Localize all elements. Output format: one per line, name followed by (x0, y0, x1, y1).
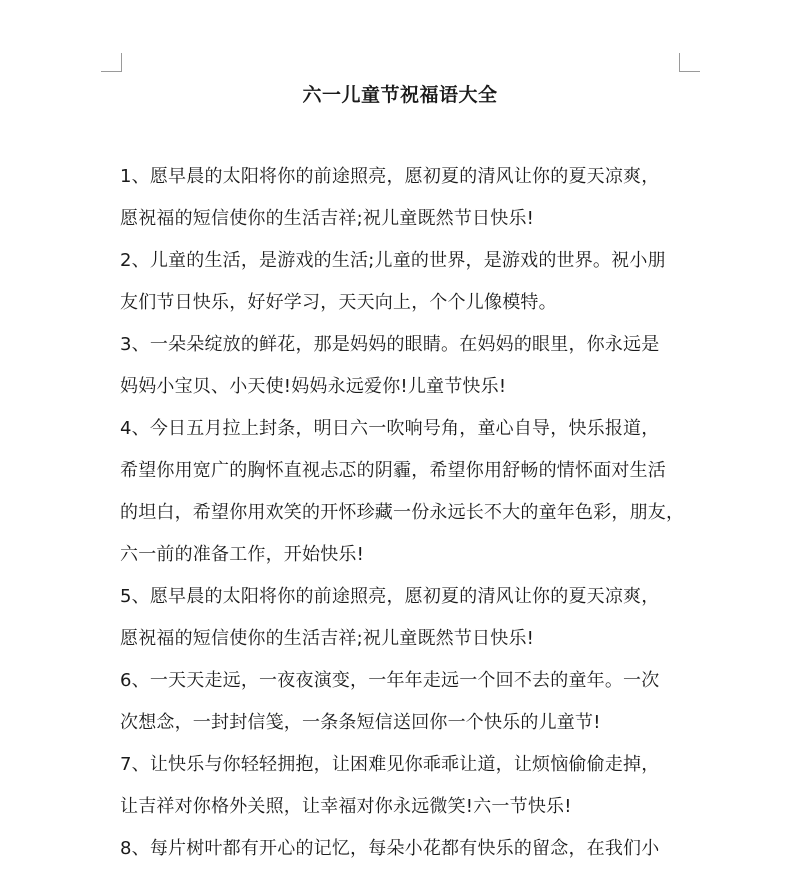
paragraph-line: 1、愿早晨的太阳将你的前途照亮，愿初夏的清风让你的夏天凉爽， (120, 166, 660, 187)
paragraph-line: 希望你用宽广的胸怀直视忐忑的阴霾，希望你用舒畅的情怀面对生活 (120, 460, 666, 481)
paragraph-line: 友们节日快乐，好好学习，天天向上，个个儿像模特。 (120, 292, 557, 313)
paragraph-line: 次想念，一封封信笺，一条条短信送回你一个快乐的儿童节! (120, 712, 601, 733)
paragraph-line: 让吉祥对你格外关照，让幸福对你永远微笑!六一节快乐! (120, 796, 572, 817)
page-corner-mark-top-left (101, 53, 122, 72)
paragraph-line: 5、愿早晨的太阳将你的前途照亮，愿初夏的清风让你的夏天凉爽， (120, 586, 660, 607)
paragraph (120, 748, 690, 832)
paragraph (120, 832, 690, 874)
paragraph-line: 的坦白，希望你用欢笑的开怀珍藏一份永远长不大的童年色彩，朋友， (120, 502, 685, 523)
paragraph (120, 664, 690, 748)
document-body (120, 160, 690, 874)
paragraph-line: 愿祝福的短信使你的生活吉祥;祝儿童既然节日快乐! (120, 208, 535, 229)
paragraph-line: 3、一朵朵绽放的鲜花，那是妈妈的眼睛。在妈妈的眼里，你永远是 (120, 334, 660, 355)
paragraph-line: 六一前的准备工作，开始快乐! (120, 544, 365, 565)
paragraph-line: 4、今日五月拉上封条，明日六一吹响号角，童心自导，快乐报道， (120, 418, 660, 439)
document-title: 六一儿童节祝福语大全 (302, 84, 498, 106)
paragraph-line: 7、让快乐与你轻轻拥抱，让困难见你乖乖让道，让烦恼偷偷走掉， (120, 754, 660, 775)
paragraph (120, 160, 690, 244)
paragraph (120, 580, 690, 664)
paragraph (120, 244, 690, 328)
paragraph-line: 8、每片树叶都有开心的记忆，每朵小花都有快乐的留念，在我们小 (120, 838, 660, 859)
page-corner-mark-top-right (679, 53, 700, 72)
paragraph (120, 412, 690, 580)
paragraph-line: 妈妈小宝贝、小天使!妈妈永远爱你!儿童节快乐! (120, 376, 507, 397)
paragraph-line: 2、儿童的生活，是游戏的生活;儿童的世界，是游戏的世界。祝小朋 (120, 250, 666, 271)
paragraph (120, 328, 690, 412)
paragraph-line: 6、一天天走远，一夜夜演变，一年年走远一个回不去的童年。一次 (120, 670, 660, 691)
paragraph-line: 愿祝福的短信使你的生活吉祥;祝儿童既然节日快乐! (120, 628, 535, 649)
